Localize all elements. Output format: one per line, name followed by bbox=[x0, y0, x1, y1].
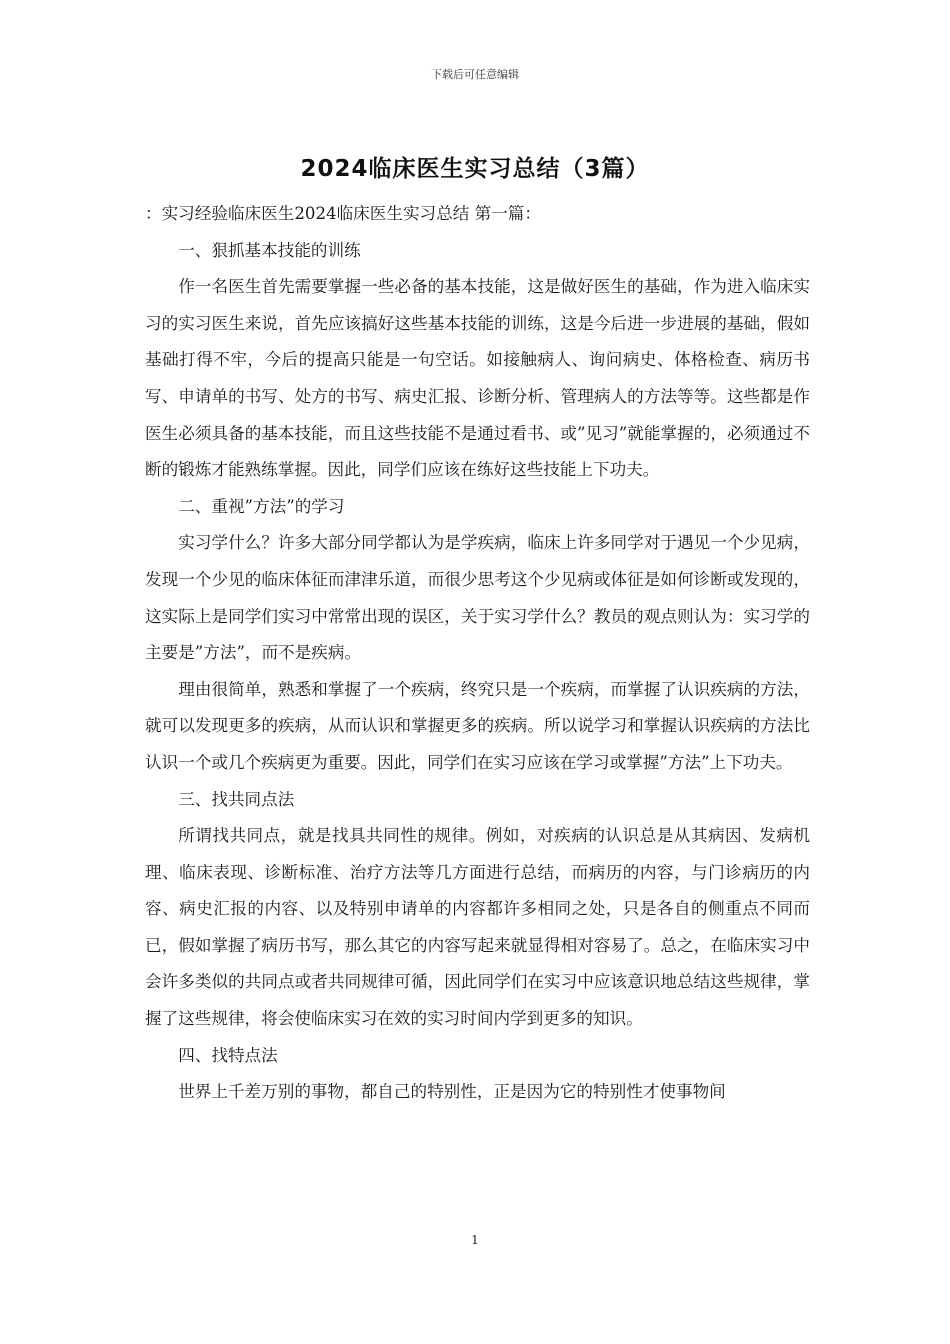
section-heading-3: 三、找共同点法 bbox=[178, 789, 295, 809]
page-number: 1 bbox=[471, 1233, 479, 1247]
section-heading-4: 四、找特点法 bbox=[178, 1045, 278, 1065]
header-note: 下载后可任意编辑 bbox=[431, 68, 519, 81]
paragraph-4: 所谓找共同点，就是找具共同性的规律。例如，对疾病的认识总是从其病因、发病机理、临床表现、诊断标准、治疗方法等几方面进行总结，而病历的内容，与门诊病历的内容、病史汇报的内容、以及特别申请单的内容都许多相同之处，只是各自的侧重点不同而已，假如掌握了病历书写，那么其它的内容写起来就显得相对容易了。总之，在临床实习中会许多类似的共同点或者共同规律可循，因此同学们在实习中应该意识地总结这些规律，掌握了这些规律，将会使临床实习在效的实习时间内学到更多的知识。 bbox=[145, 826, 810, 1029]
section-heading-2: 二、重视”方法”的学习 bbox=[178, 496, 345, 516]
section-heading-1: 一、狠抓基本技能的训练 bbox=[178, 240, 361, 260]
paragraph-5: 世界上千差万别的事物，都自己的特别性，正是因为它的特别性才使事物间 bbox=[178, 1082, 726, 1102]
intro-line: ：实习经验临床医生2024临床医生实习总结 第一篇： bbox=[145, 204, 541, 223]
document-body bbox=[145, 196, 810, 1111]
paragraph-1: 作一名医生首先需要掌握一些必备的基本技能，这是做好医生的基础，作为进入临床实习的实习医生来说，首先应该搞好这些基本技能的训练，这是今后进一步进展的基础，假如基础打得不牢，今后的提高只能是一句空话。如接触病人、询问病史、体格检查、病历书写、申请单的书写、处方的书写、病史汇报、诊断分析、管理病人的方法等等。这些都是作医生必须具备的基本技能，而且这些技能不是通过看书、或”见习”就能掌握的，必须通过不断的锻炼才能熟练掌握。因此，同学们应该在练好这些技能上下功夫。 bbox=[145, 277, 810, 480]
paragraph-3: 理由很简单，熟悉和掌握了一个疾病，终究只是一个疾病，而掌握了认识疾病的方法，就可以发现更多的疾病，从而认识和掌握更多的疾病。所以说学习和掌握认识疾病的方法比认识一个或几个疾病更为重要。因此，同学们在实习应该在学习或掌握”方法”上下功夫。 bbox=[145, 679, 810, 772]
paragraph-2: 实习学什么？许多大部分同学都认为是学疾病，临床上许多同学对于遇见一个少见病，发现一个少见的临床体征而津津乐道，而很少思考这个少见病或体征是如何诊断或发现的，这实际上是同学们实习中常常出现的误区，关于实习学什么？教员的观点则认为：实习学的主要是”方法”，而不是疾病。 bbox=[145, 533, 810, 663]
document-title: 2024临床医生实习总结（3篇） bbox=[300, 156, 650, 182]
